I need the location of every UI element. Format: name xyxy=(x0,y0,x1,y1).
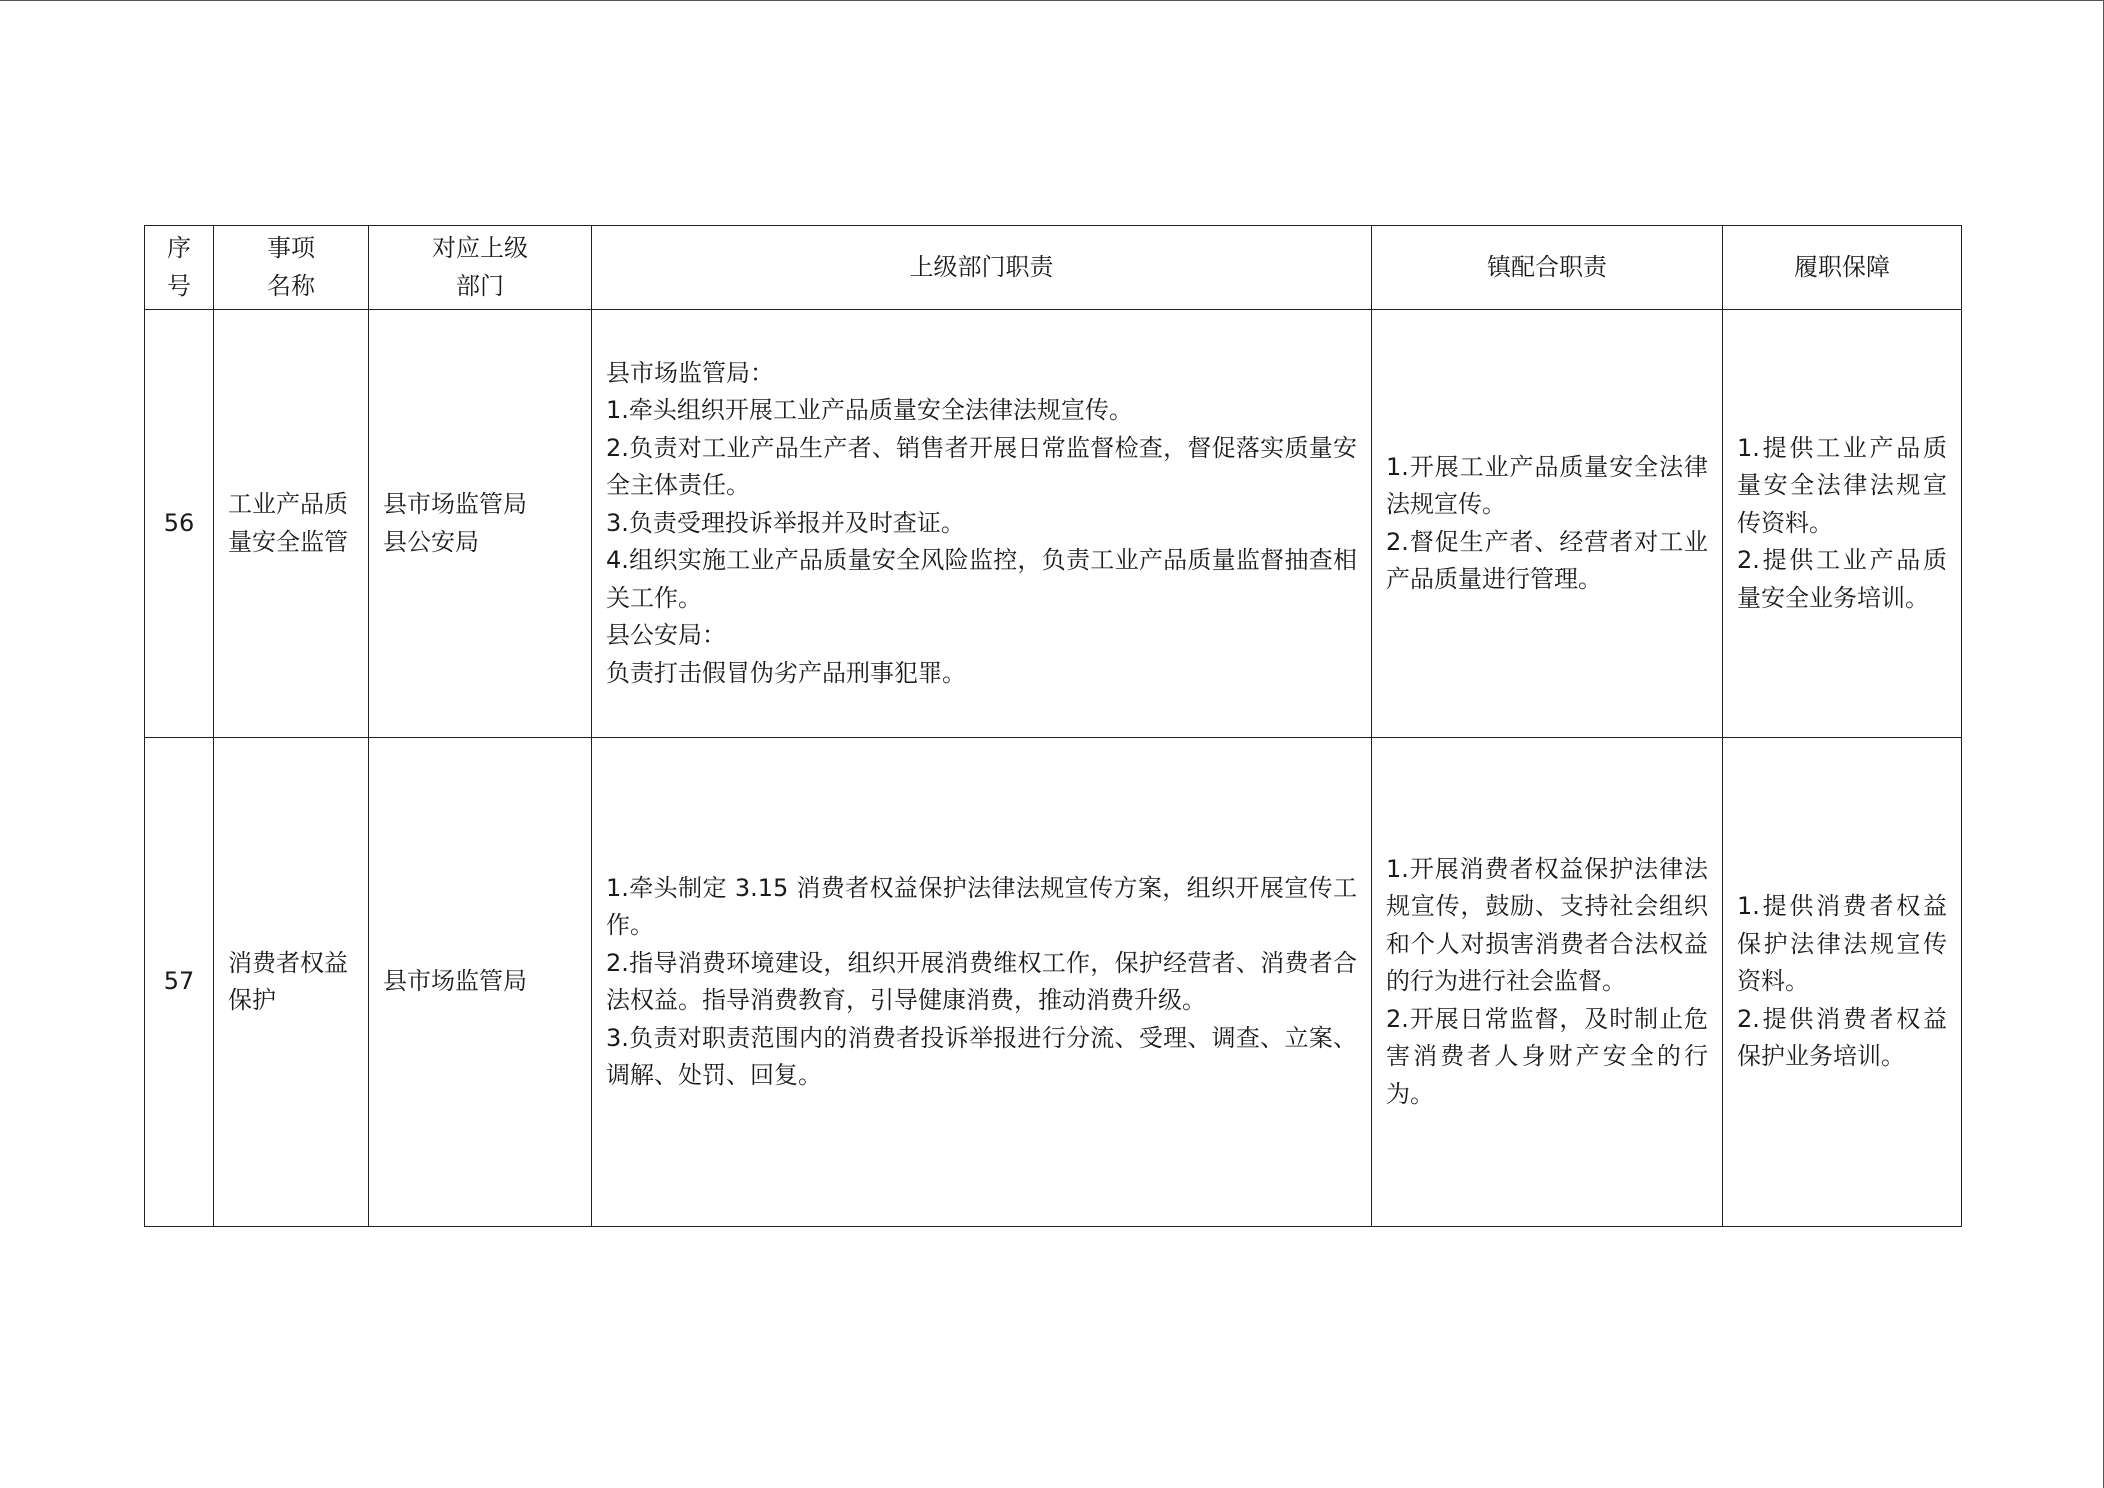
upper-duty-cell xyxy=(592,738,1372,1227)
upper-duty-line: 3.负责对职责范围内的消费者投诉举报进行分流、受理、调查、立案、调解、处罚、回复。 xyxy=(606,1023,1357,1089)
header-dept xyxy=(369,226,592,310)
guarantee-line: 2.提供工业产品质量安全业务培训。 xyxy=(1737,546,1947,612)
upper-duty-line: 负责打击假冒伪劣产品刑事犯罪。 xyxy=(606,658,966,687)
dept-line: 县公安局 xyxy=(383,527,479,556)
town-duty-line: 2.督促生产者、经营者对工业产品质量进行管理。 xyxy=(1386,527,1708,593)
town-duty-line: 2.开展日常监督，及时制止危害消费者人身财产安全的行为。 xyxy=(1386,1004,1708,1108)
item-name-cell: 消费者权益保护 xyxy=(214,738,369,1227)
dept-cell xyxy=(369,738,592,1227)
upper-duty-line: 3.负责受理投诉举报并及时查证。 xyxy=(606,508,965,537)
header-upper-duty: 上级部门职责 xyxy=(592,226,1372,310)
upper-duty-line: 县市场监管局： xyxy=(606,358,774,387)
header-row xyxy=(145,226,1962,310)
seq-cell: 57 xyxy=(145,738,214,1227)
header-seq-line: 序 xyxy=(167,234,191,262)
town-duty-line: 1.开展消费者权益保护法律法规宣传，鼓励、支持社会组织和个人对损害消费者合法权益的行为进行社会监督。 xyxy=(1386,854,1708,996)
dept-line: 县市场监管局 xyxy=(383,490,527,518)
guarantee-line: 1.提供工业产品质量安全法律法规宣传资料。 xyxy=(1737,433,1947,537)
item-name-cell: 工业产品质量安全监管 xyxy=(214,310,369,738)
table-row xyxy=(145,310,1962,738)
guarantee-line: 1.提供消费者权益保护法律法规宣传资料。 xyxy=(1737,892,1947,996)
upper-duty-line: 2.负责对工业产品生产者、销售者开展日常监督检查，督促落实质量安全主体责任。 xyxy=(606,433,1357,500)
town-duty-line: 1.开展工业产品质量安全法律法规宣传。 xyxy=(1386,452,1708,518)
header-name-line: 事项 xyxy=(267,234,315,262)
dept-cell xyxy=(369,310,592,738)
seq-cell: 56 xyxy=(145,310,214,738)
upper-duty-line: 1.牵头制定 3.15 消费者权益保护法律法规宣传方案，组织开展宣传工作。 xyxy=(606,873,1357,939)
header-name-line: 名称 xyxy=(267,271,315,300)
upper-duty-line: 4.组织实施工业产品质量安全风险监控，负责工业产品质量监督抽查相关工作。 xyxy=(606,546,1357,612)
page-border-top xyxy=(0,0,2104,1)
dept-line: 县市场监管局 xyxy=(383,967,527,996)
upper-duty-line: 县公安局： xyxy=(606,621,726,650)
upper-duty-line: 2.指导消费环境建设，组织开展消费维权工作，保护经营者、消费者合法权益。指导消费教育，引导健康消费，推动消费升级。 xyxy=(606,948,1357,1014)
header-dept-line: 部门 xyxy=(456,271,504,300)
table-row xyxy=(145,738,1962,1227)
header-town-duty: 镇配合职责 xyxy=(1372,226,1723,310)
duty-table xyxy=(144,225,1962,1227)
header-dept-line: 对应上级 xyxy=(432,234,528,262)
guarantee-cell xyxy=(1723,738,1962,1227)
header-guarantee: 履职保障 xyxy=(1723,226,1962,310)
town-duty-cell xyxy=(1372,738,1723,1227)
header-seq xyxy=(145,226,214,310)
guarantee-line: 2.提供消费者权益保护业务培训。 xyxy=(1737,1004,1947,1071)
upper-duty-cell xyxy=(592,310,1372,738)
upper-duty-line: 1.牵头组织开展工业产品质量安全法律法规宣传。 xyxy=(606,396,1133,425)
header-name xyxy=(214,226,369,310)
town-duty-cell xyxy=(1372,310,1723,738)
header-seq-line: 号 xyxy=(167,271,191,300)
guarantee-cell xyxy=(1723,310,1962,738)
